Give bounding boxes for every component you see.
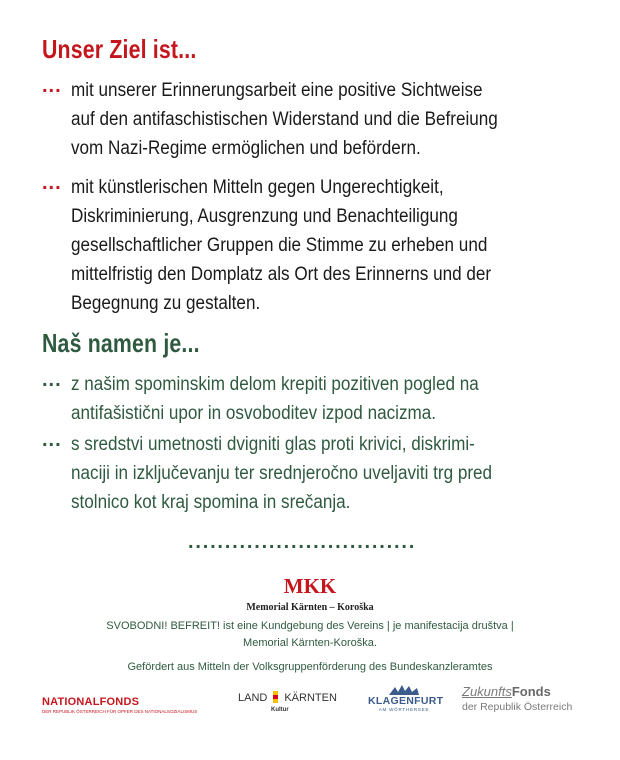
zukunftsfonds-logo	[462, 684, 572, 713]
footer-line-1: SVOBODNI! BEFREIT! ist eine Kundgebung des Vereins | je manifestacija društva |	[106, 620, 514, 632]
text-line: Begegnung zu gestalten.	[71, 293, 261, 314]
mkk-logo-text: MKK	[283, 574, 337, 598]
logo-text: KLAGENFURT	[368, 695, 444, 707]
german-heading: Unser Ziel ist...	[42, 34, 197, 64]
text-line: Diskriminierung, Ausgrenzung und Benachteiligung	[71, 206, 458, 227]
land-kaernten-logo	[238, 691, 337, 713]
carinthia-flag-icon	[273, 691, 278, 703]
text-line: s sredstvi umetnosti dvigniti glas proti krivici, diskrimi-	[71, 434, 475, 455]
slovene-goal-1-text	[71, 370, 611, 428]
logo-subtext: Kultur	[271, 707, 289, 713]
text-line: vom Nazi-Regime ermöglichen und befördern.	[71, 138, 421, 159]
logo-subtext: DER REPUBLIK ÖSTERREICH FÜR OPFER DES NATIONALSOZIALISMUS	[42, 709, 198, 714]
logo-text: LAND	[238, 692, 268, 704]
klagenfurt-logo	[368, 683, 444, 712]
text-line: auf den antifaschistischen Widerstand und die Befreiung	[71, 109, 498, 130]
german-goal-2-text	[71, 173, 611, 318]
logo-text: Fonds	[511, 684, 551, 699]
ellipsis-marker: ...	[42, 429, 62, 451]
text-line: mittelfristig den Domplatz als Ort des Erinnerns und der	[71, 264, 492, 285]
text-line: z našim spominskim delom krepiti pozitiven pogled na	[71, 374, 479, 395]
logo-text: KÄRNTEN	[284, 692, 337, 704]
footer-line-2: Memorial Kärnten-Koroška.	[243, 637, 377, 649]
logo-text: NATIONAL	[42, 696, 100, 708]
org-name: Memorial Kärnten – Koroška	[246, 602, 374, 613]
logo-text: Zukunfts	[462, 684, 512, 699]
ellipsis-marker: ...	[42, 75, 62, 97]
text-line: mit unserer Erinnerungsarbeit eine positive Sichtweise	[71, 80, 483, 101]
dotted-separator: ...............................	[188, 531, 417, 553]
text-line: stolnico kot kraj spomina in srečanja.	[71, 492, 351, 513]
german-goal-1-text	[71, 76, 611, 163]
logo-subtext: der Republik Österreich	[462, 701, 573, 713]
logo-subtext: AM WÖRTHERSEE	[378, 707, 430, 712]
logo-text: FONDS	[99, 696, 140, 708]
slovene-heading: Naš namen je...	[42, 328, 200, 358]
ellipsis-marker: ...	[42, 172, 62, 194]
text-line: mit künstlerischen Mitteln gegen Ungerechtigkeit,	[71, 177, 444, 198]
funding-note: Gefördert aus Mitteln der Volksgruppenförderung des Bundeskanzleramtes	[127, 661, 493, 673]
text-line: naciji in izključevanju ter srednjeročno uveljaviti trg pred	[71, 463, 493, 484]
nationalfonds-logo	[42, 696, 197, 714]
ellipsis-marker: ...	[42, 369, 62, 391]
slovene-goal-2-text	[71, 430, 611, 517]
text-line: gesellschaftlicher Gruppen die Stimme zu erheben und	[71, 235, 488, 256]
text-line: antifašistični upor in osvoboditev izpod nacizma.	[71, 403, 437, 424]
